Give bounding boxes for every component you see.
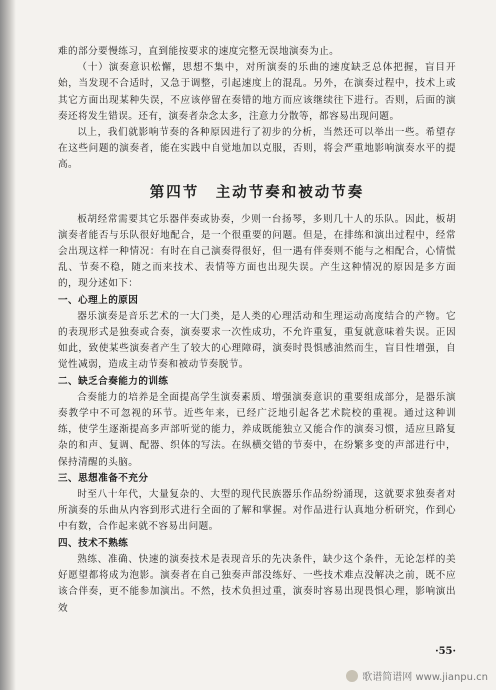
section-title: 第四节 主动节奏和被动节奏 (149, 183, 365, 201)
site-watermark (346, 668, 488, 683)
paragraph-item-10: （十）演奏意识松懈，思想不集中，对所演奏的乐曲的速度缺乏总体把握，盲目开始，当发现不合适时，又急于调整，引起速度上的混乱。另外，在演奏过程中，技术上或其它方面出现某种失误，不应该停留在奏错的地方而应该继续往下进行。否则，后面的演奏还将发生错误。还有，演奏者杂念太多，注意力分散等，都容易出现问题。 (58, 62, 456, 122)
watermark-text: 歌谱简谱网 www.jianpu.cn (362, 672, 488, 683)
watermark-logo-icon (346, 670, 358, 682)
heading-technique: 四、技术不熟练 (58, 537, 129, 549)
paragraph-preparation: 时至八十年代，大量复杂的、大型的现代民族器乐作品纷纷涌现，这就要求独奏者对所演奏的乐曲从内容到形式进行全面的了解和掌握。对作品进行认真地分析研究，作到心中有数，合作起来就不容易出问题。 (58, 489, 456, 533)
paragraph-summary: 以上，我们就影响节奏的各种原因进行了初步的分析，当然还可以举出一些。希望存在这些问题的演奏者，能在实践中自觉地加以克服，否则，将会严重地影响演奏水平的提高。 (58, 127, 456, 171)
paragraph-continued: 难的部分要慢练习，直到能按要求的速度完整无误地演奏为止。 (58, 46, 340, 57)
heading-preparation: 三、思想准备不充分 (58, 472, 149, 484)
heading-ensemble-training: 二、缺乏合奏能力的训练 (58, 375, 169, 387)
paragraph-ensemble-training: 合奏能力的培养是全面提高学生演奏素质、增强演奏意识的重要组成部分，是器乐演奏教学中不可忽视的环节。近些年来，已经广泛地引起各艺术院校的重视。通过这种训练，使学生逐渐提高多声部听觉的能力，养成既能独立又能合作的演奏习惯，适应旦路复杂的和声、复调、配器、织体的写法。在纵横交错的节奏中，在纷繁多变的声部进行中，保持清醒的头脑。 (58, 391, 456, 468)
paragraph-intro: 板胡经常需要其它乐器伴奏或协奏，少则一台扬琴，多则几十人的乐队。因此，板胡演奏者能否与乐队很好地配合，是一个很重要的问题。但是，在排练和演出过程中，经常会出现这样一种情况：有时在自己演奏得很好，但一遇有伴奏则不能与之相配合，心情慌乱、节奏不稳，随之而来技术、表情等方面也出现失误。产生这种情况的原因是多方面的，现分述如下： (58, 213, 456, 290)
page-number: ·55· (435, 646, 456, 657)
heading-psychological: 一、心理上的原因 (58, 294, 139, 306)
paragraph-technique: 熟练、准确、快速的演奏技术是表现音乐的先决条件，缺少这个条件，无论怎样的美好愿望都将成为泡影。演奏者在自己独奏声部没练好、一些技术难点没解决之前，既不应该合伴奏，更不能参加演出。不然，技术负担过重，演奏时容易出现畏惧心理，影响演出效 (58, 553, 456, 614)
paragraph-psychological: 器乐演奏是音乐艺术的一大门类，是人类的心理活动和生理运动高度结合的产物。它的表现形式是独奏或合奏，演奏要求一次性成功，不允许重复，重复就意味着失误。正因如此，致使某些演奏者产生了较大的心理障碍，演奏时畏惧感油然而生，盲目性增强，自觉性减弱，造成主动节奏和被动节奏脱节。 (58, 310, 456, 371)
